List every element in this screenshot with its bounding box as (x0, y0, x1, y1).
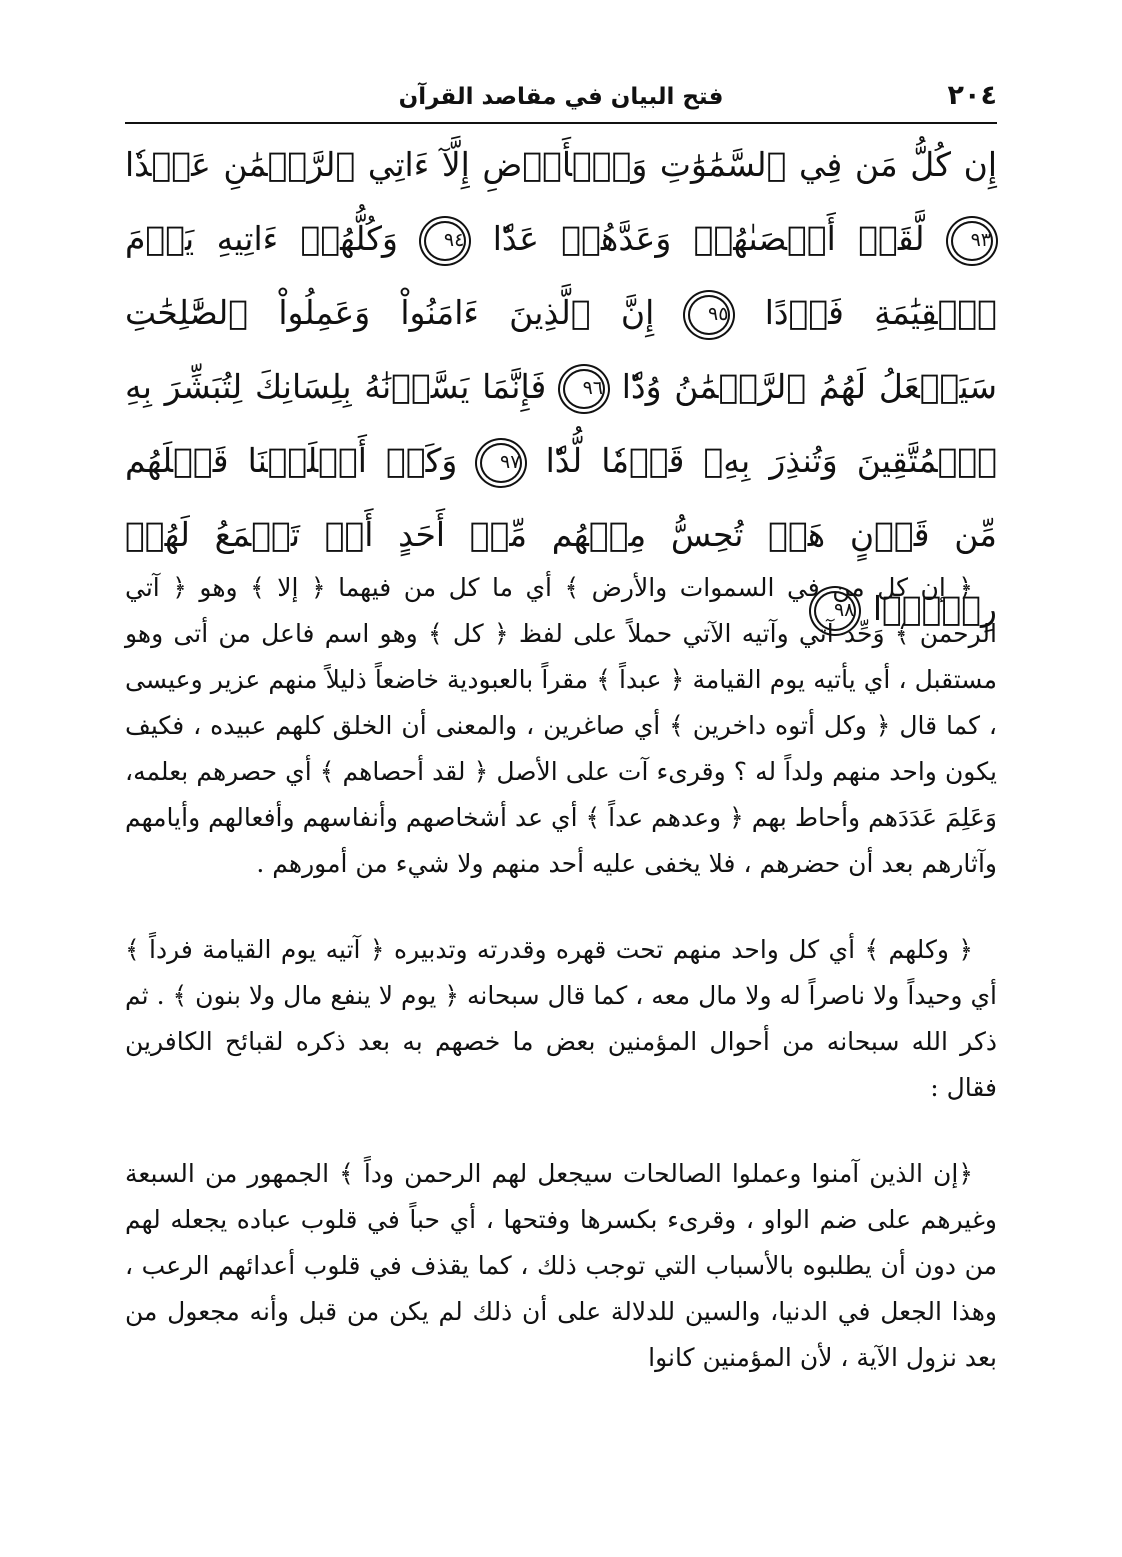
commentary-paragraph-2: ﴿ وكلهم ﴾ أي كل واحد منهم تحت قهره وقدرته وتدبيره ﴿ آتيه يوم القيامة فرداً ﴾ أي وحيداً ولا ناصراً له ولا مال معه ، كما قال سبحانه ﴿ يوم لا ينفع مال ولا بنون ﴾ . ثم ذكر الله سبحانه من أحوال المؤمنين بعض ما خصهم به بعد ذكره لقبائح الكافرين فقال : (125, 935, 997, 1102)
verse-text-94: لَّقَدۡ أَحۡصَىٰهُمۡ وَعَدَّهُمۡ عَدّٗا (492, 219, 925, 258)
verse-text-97: فَإِنَّمَا يَسَّرۡنَٰهُ بِلِسَانِكَ لِتُبَشِّرَ بِهِ ٱلۡمُتَّقِينَ وَتُنذِرَ بِهِۦ قَوۡمٗا لُّدّٗا (125, 367, 997, 480)
verse-text-93: إِن كُلُّ مَن فِي ٱلسَّمَٰوَٰتِ وَٱلۡأَرۡضِ إِلَّآ ءَاتِي ٱلرَّحۡمَٰنِ عَبۡدٗا (125, 145, 997, 184)
page-number: ٢٠٤ (947, 80, 997, 111)
verse-text-96: إِنَّ ٱلَّذِينَ ءَامَنُواْ وَعَمِلُواْ ٱلصَّٰلِحَٰتِ سَيَجۡعَلُ لَهُمُ ٱلرَّحۡمَٰنُ وُدّٗا (125, 293, 997, 406)
commentary-paragraph-1: ﴿ إن كل من في السموات والأرض ﴾ أي ما كل من فيهما ﴿ إلا ﴾ وهو ﴿ آتي الرحمن ﴾ وَحِّد آتي وآتيه الآتي حملاً على لفظ ﴿ كل ﴾ وهو اسم فاعل من أتى وهو مستقبل ، أي يأتيه يوم القيامة ﴿ عبداً ﴾ مقراً بالعبودية خاضعاً ذليلاً منهم عزير وعيسى ، كما قال ﴿ وكل أتوه داخرين ﴾ أي صاغرين ، والمعنى أن الخلق كلهم عبيده ، فكيف يكون واحد منهم ولداً له ؟ وقرىء آت على الأصل ﴿ لقد أحصاهم ﴾ أي حصرهم بعلمه، وَعَلِمَ عَدَدَهم وأحاط بهم ﴿ وعدهم عداً ﴾ أي عد أشخاصهم وأنفاسهم وأفعالهم وأيامهم وآثارهم بعد أن حضرهم ، فلا يخفى عليه أحد منهم ولا شيء من أمورهم . (125, 573, 997, 878)
page-header (125, 80, 997, 124)
header-rule (125, 122, 997, 124)
commentary-paragraph-3: ﴿إن الذين آمنوا وعملوا الصالحات سيجعل لهم الرحمن وداً ﴾ الجمهور من السبعة وغيرهم على ضم الواو ، وقرىء بكسرها وفتحها ، أي حباً في قلوب عباده يجعله لهم من دون أن يطلبوه بالأسباب التي توجب ذلك ، كما يقذف في قلوب أعدائهم الرعب ، وهذا الجعل في الدنيا، والسين للدلالة على أن ذلك لم يكن من قبل وأنه مجعول من بعد نزول الآية ، لأن المؤمنين كانوا (125, 1159, 997, 1372)
ayah-number-95: ٩٥ (688, 295, 730, 335)
ayah-number-94: ٩٤ (424, 221, 466, 261)
tafsir-commentary (125, 565, 997, 1421)
running-title: فتح البيان في مقاصد القرآن (398, 84, 724, 110)
verse-text-95: وَكُلُّهُمۡ ءَاتِيهِ يَوۡمَ ٱلۡقِيَٰمَةِ فَرۡدًا (125, 219, 997, 332)
quran-verses (125, 128, 997, 628)
ayah-number-98: ٩٨ (814, 591, 856, 631)
verse-text-98: وَكَمۡ أَهۡلَكۡنَا قَبۡلَهُم مِّن قَرۡنٍ هَلۡ تُحِسُّ مِنۡهُم مِّنۡ أَحَدٍ أَوۡ تَسۡمَعُ لَهُمۡ رِكۡزَۢا (125, 441, 997, 628)
ayah-number-97: ٩٧ (480, 443, 522, 483)
ayah-number-93: ٩٣ (951, 221, 993, 261)
ayah-number-96: ٩٦ (563, 369, 605, 409)
